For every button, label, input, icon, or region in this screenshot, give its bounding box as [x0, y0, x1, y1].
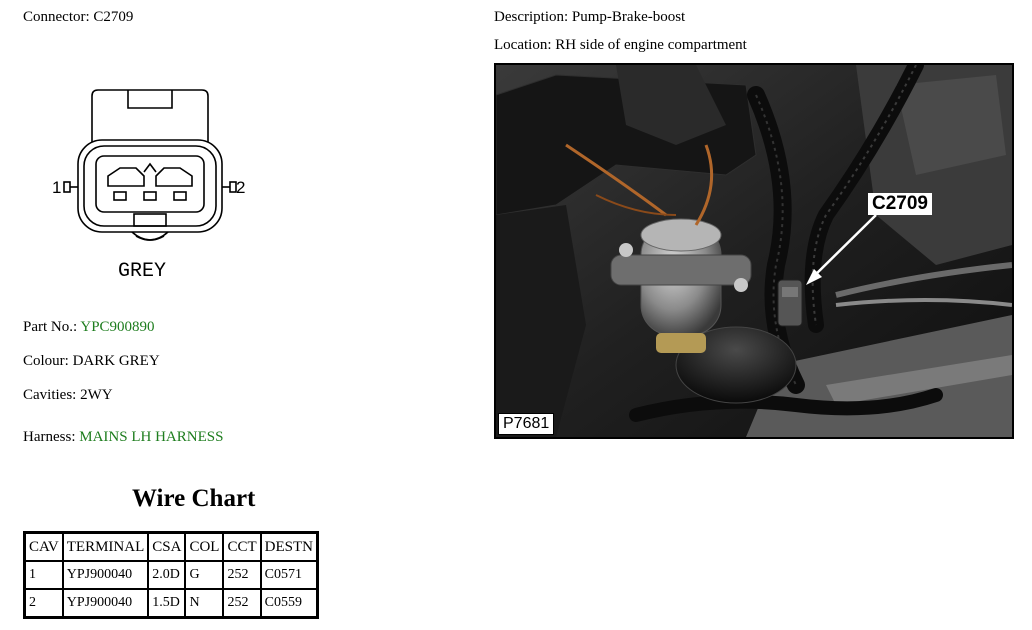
colour-line: [23, 353, 160, 370]
cell-cav: 1: [25, 561, 63, 589]
cell-col: G: [185, 561, 223, 589]
connector-face-drawing: [40, 86, 250, 286]
cell-terminal: YPJ900040: [63, 589, 149, 617]
table-row: [25, 589, 317, 617]
location-line: [494, 37, 747, 54]
connector-label: Connector:: [23, 9, 90, 25]
photo-reference-code: P7681: [498, 413, 554, 435]
wire-chart-title: Wire Chart: [132, 485, 256, 512]
part-number-link[interactable]: YPC900890: [80, 319, 155, 335]
colour-label: Colour:: [23, 353, 69, 369]
location-label: Location:: [494, 37, 552, 53]
header-cct: CCT: [223, 533, 260, 561]
pin-1-label: 1: [52, 178, 62, 197]
cell-destn: C0571: [261, 561, 317, 589]
cell-cav: 2: [25, 589, 63, 617]
pin-2-label: 2: [236, 178, 246, 197]
table-row: [25, 561, 317, 589]
colour-value: DARK GREY: [72, 353, 160, 369]
connector-colour-caption: GREY: [118, 260, 167, 283]
header-csa: CSA: [148, 533, 185, 561]
header-col: COL: [185, 533, 223, 561]
cell-csa: 1.5D: [148, 589, 185, 617]
harness-line: [23, 429, 223, 446]
photo-callout-label: C2709: [868, 193, 932, 215]
cell-cct: 252: [223, 589, 260, 617]
engine-bay-photo: [494, 63, 1014, 439]
cell-cct: 252: [223, 561, 260, 589]
table-header-row: [25, 533, 317, 561]
header-cav: CAV: [25, 533, 63, 561]
cell-csa: 2.0D: [148, 561, 185, 589]
engine-bay-illustration: [496, 65, 1012, 437]
connector-value: C2709: [93, 9, 134, 25]
harness-link[interactable]: MAINS LH HARNESS: [79, 429, 224, 445]
description-line: [494, 9, 685, 26]
connector-line: [23, 9, 133, 26]
header-terminal: TERMINAL: [63, 533, 149, 561]
cavities-line: [23, 387, 113, 404]
description-label: Description:: [494, 9, 569, 25]
connector-face-diagram: [40, 86, 250, 286]
wire-chart-table: [23, 531, 319, 619]
cavities-label: Cavities:: [23, 387, 77, 403]
header-destn: DESTN: [261, 533, 317, 561]
cell-destn: C0559: [261, 589, 317, 617]
cavities-value: 2WY: [80, 387, 113, 403]
cell-terminal: YPJ900040: [63, 561, 149, 589]
part-number-line: [23, 319, 155, 336]
cell-col: N: [185, 589, 223, 617]
part-label: Part No.:: [23, 319, 78, 335]
location-value: RH side of engine compartment: [555, 37, 747, 53]
harness-label: Harness:: [23, 429, 76, 445]
description-value: Pump-Brake-boost: [571, 9, 686, 25]
